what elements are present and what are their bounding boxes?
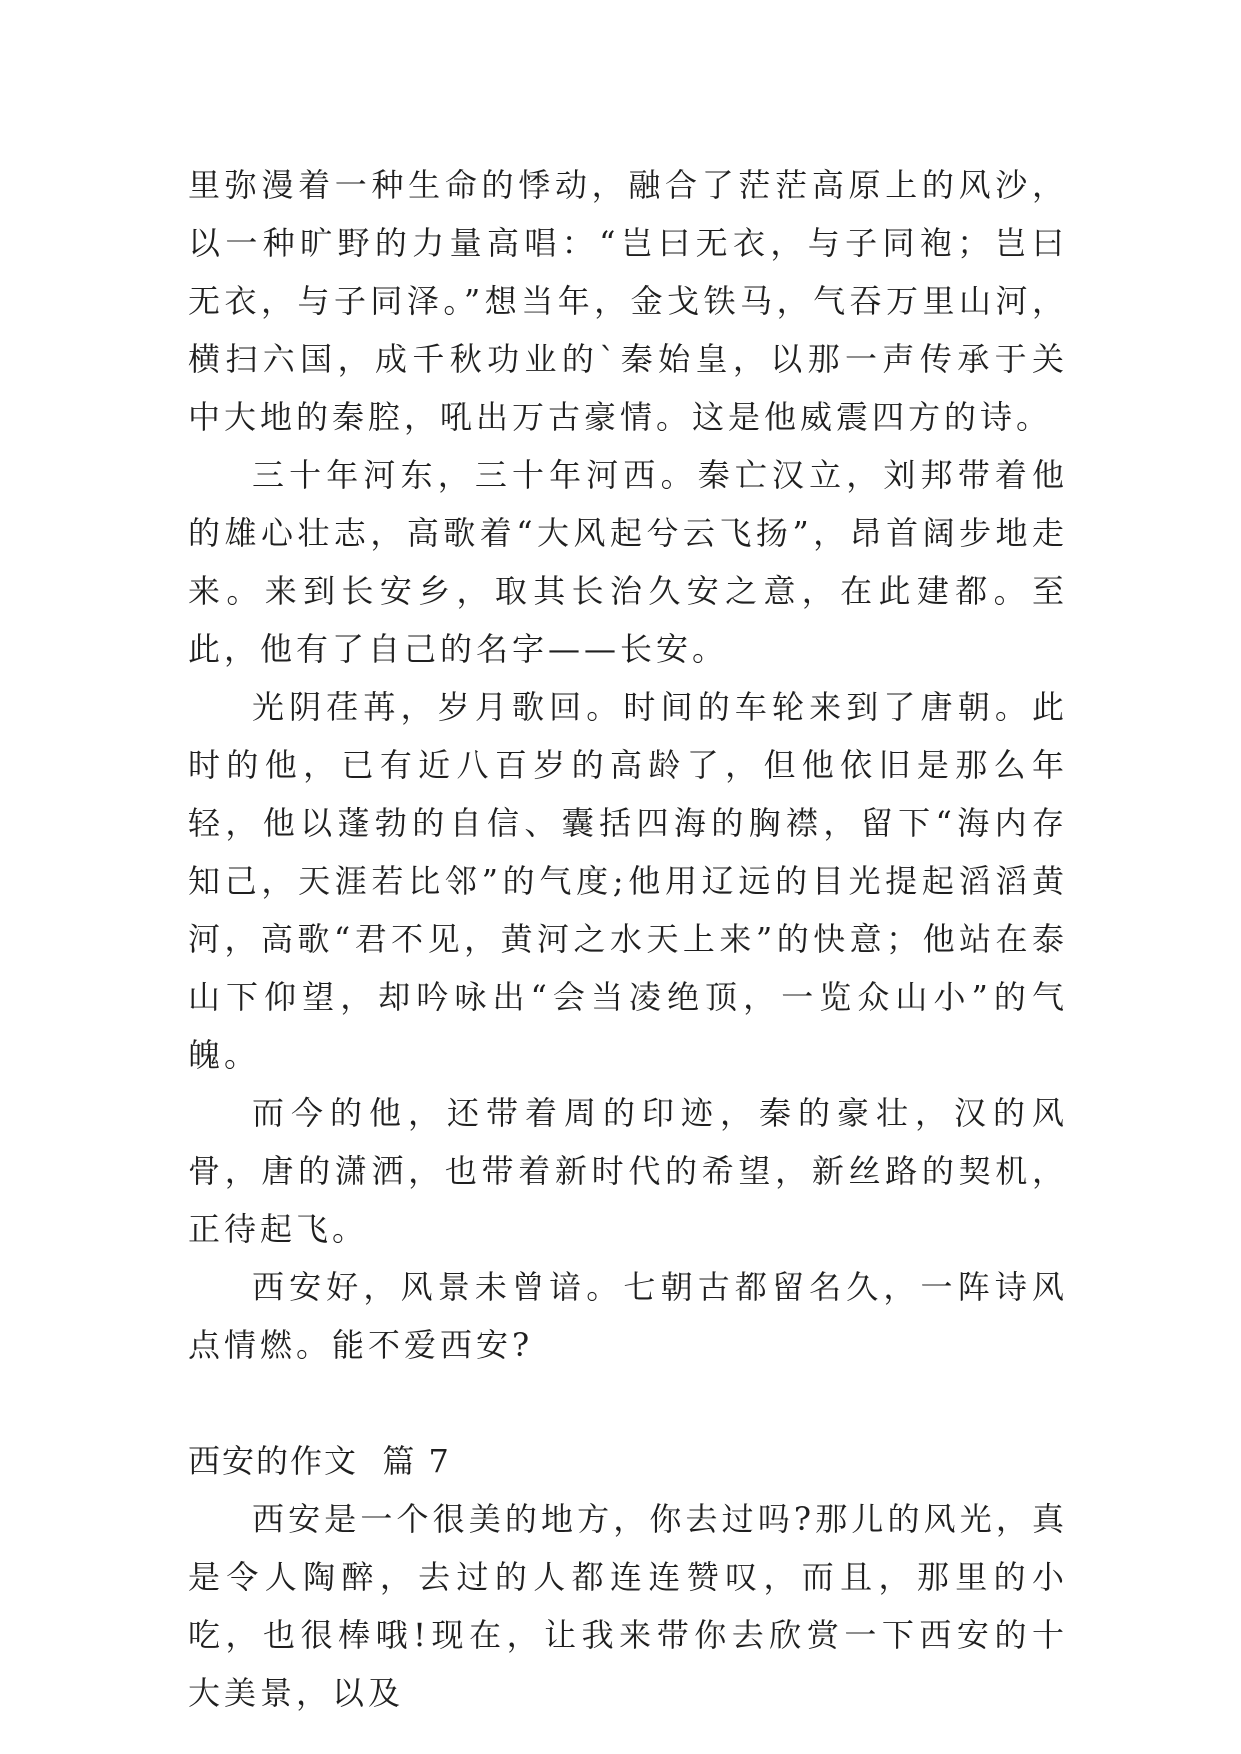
paragraph-closing: 西安好，风景未曾谙。七朝古都留名久，一阵诗风点情燃。能不爱西安? xyxy=(188,1268,1068,1364)
section-heading: 西安的作文 篇 7 xyxy=(188,1442,451,1480)
paragraph-present-day: 而今的他，还带着周的印迹，秦的豪壮，汉的风骨，唐的潇洒，也带着新时代的希望，新丝路的契机，正待起飞。 xyxy=(188,1094,1068,1248)
section-spacer xyxy=(188,1374,1068,1432)
paragraph-continuation: 里弥漫着一种生命的悸动，融合了茫茫高原上的风沙，以一种旷野的力量高唱：“岂曰无衣，与子同袍；岂曰无衣，与子同泽。”想当年，金戈铁马，气吞万里山河，横扫六国，成千秋功业的`秦始皇，以那一声传承于关中大地的秦腔，吼出万古豪情。这是他威震四方的诗。 xyxy=(188,166,1068,436)
document-body xyxy=(188,156,1068,1722)
paragraph-essay-7-intro: 西安是一个很美的地方，你去过吗?那儿的风光，真是令人陶醉，去过的人都连连赞叹，而且，那里的小吃，也很棒哦!现在，让我来带你去欣赏一下西安的十大美景，以及 xyxy=(188,1500,1068,1712)
paragraph-tang-dynasty: 光阴荏苒，岁月歌回。时间的车轮来到了唐朝。此时的他，已有近八百岁的高龄了，但他依旧是那么年轻，他以蓬勃的自信、囊括四海的胸襟，留下“海内存知己，天涯若比邻”的气度;他用辽远的目光提起滔滔黄河，高歌“君不见，黄河之水天上来”的快意；他站在泰山下仰望，却吟咏出“会当凌绝顶，一览众山小”的气魄。 xyxy=(188,688,1068,1074)
paragraph-han-dynasty: 三十年河东，三十年河西。秦亡汉立，刘邦带着他的雄心壮志，高歌着“大风起兮云飞扬”，昂首阔步地走来。来到长安乡，取其长治久安之意，在此建都。至此，他有了自己的名字——长安。 xyxy=(188,456,1068,668)
